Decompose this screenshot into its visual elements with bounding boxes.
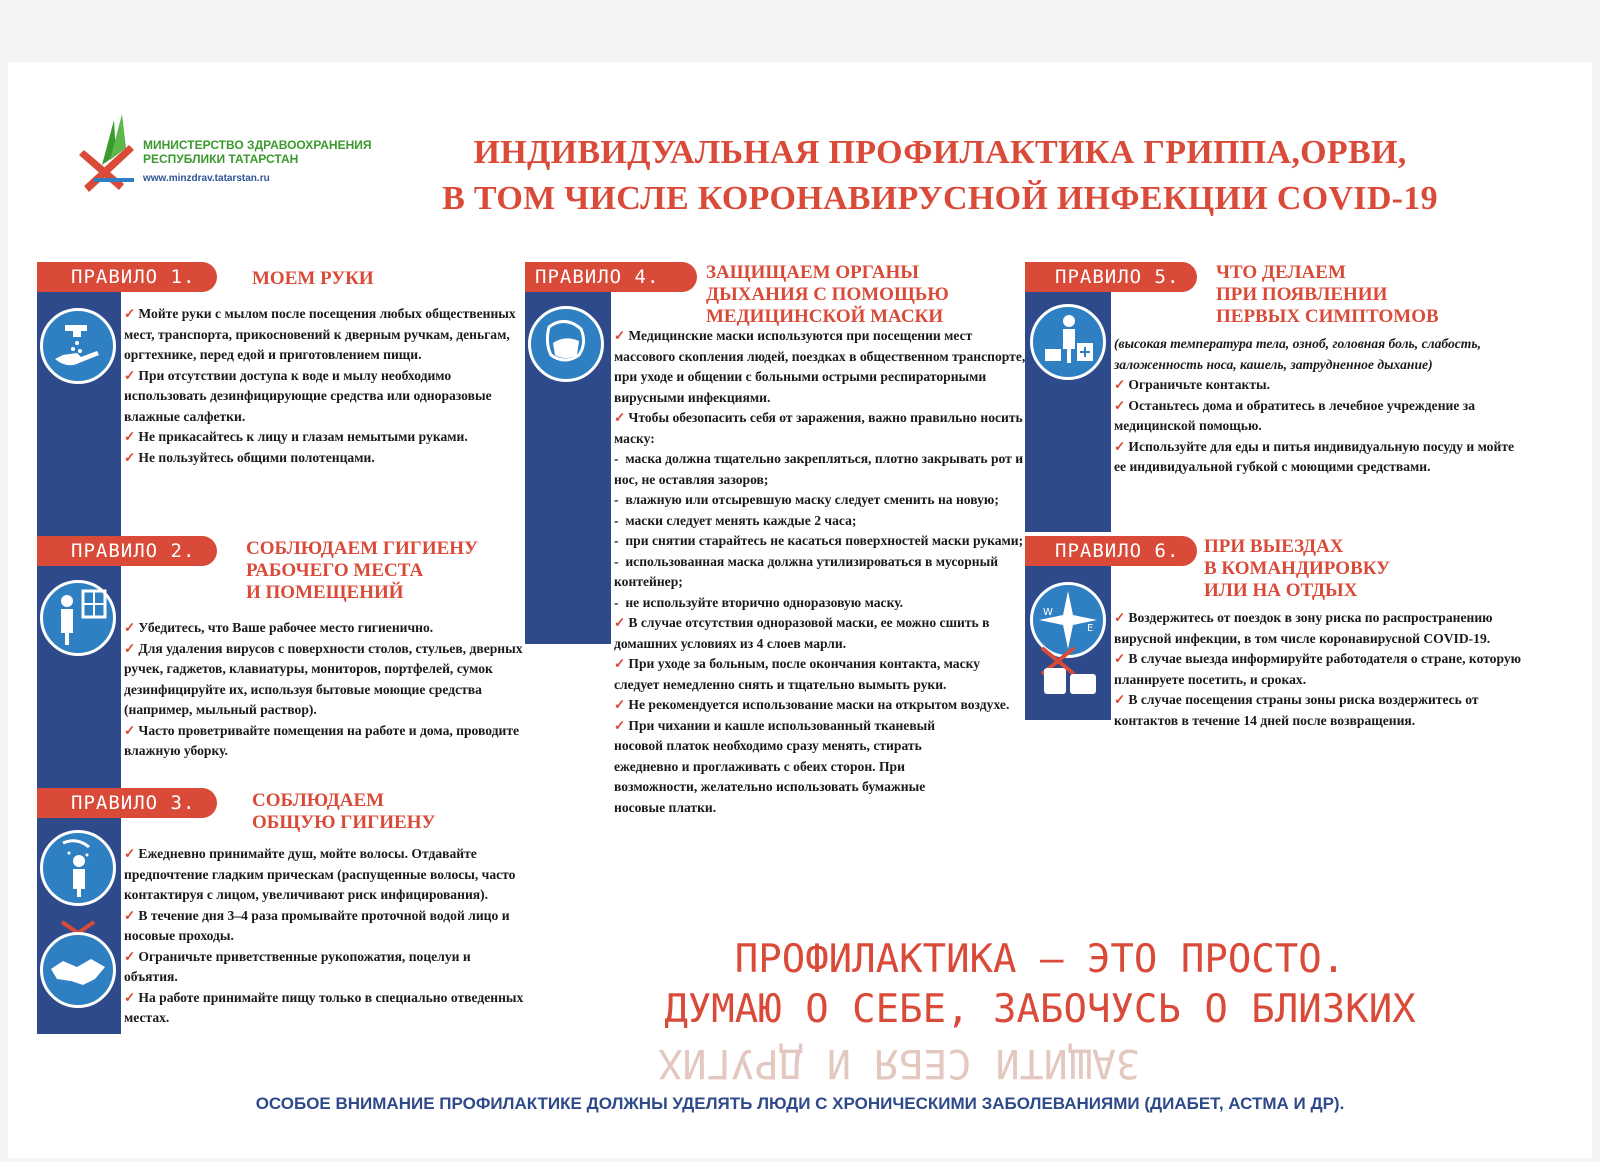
rule6-item: ✓ В случае выезда информируйте работодателя о стране, которую планируете посетить, и сроках. xyxy=(1114,651,1522,687)
rule4-title: ЗАЩИЩАЕМ ОРГАНЫ ДЫХАНИЯ С ПОМОЩЬЮ МЕДИЦИНСКОЙ МАСКИ xyxy=(706,262,949,327)
rule2-item: ✓ Для удаления вирусов с поверхности столов, стульев, дверных ручек, гаджетов, клавиатуры, мониторов, портфелей, сумок дезинфицируйте их, используя бытовые моющие средства (например, мыльный раствор). xyxy=(124,640,523,717)
rule3-text xyxy=(124,844,524,1029)
footer-note: ОСОБОЕ ВНИМАНИЕ ПРОФИЛАКТИКЕ ДОЛЖНЫ УДЕЛЯТЬ ЛЮДИ С ХРОНИЧЕСКИМИ ЗАБОЛЕВАНИЯМИ (ДИАБЕТ, АСТМА И ДР). xyxy=(255,1094,1345,1113)
page-title-line1: ИНДИВИДУАЛЬНАЯ ПРОФИЛАКТИКА ГРИППА,ОРВИ, xyxy=(473,134,1407,171)
rule1-badge: ПРАВИЛО 1. xyxy=(37,262,217,292)
rule3-item: ✓ Ограничьте приветственные рукопожатия, поцелуи и объятия. xyxy=(124,948,471,984)
rule5-item: ✓ Останьтесь дома и обратитесь в лечебное учреждение за медицинской помощью. xyxy=(1114,397,1476,433)
slogan-line2: ДУМАЮ О СЕБЕ, ЗАБОЧУСЬ О БЛИЗКИХ xyxy=(664,987,1416,1032)
rule1-title: МОЕМ РУКИ xyxy=(252,268,374,289)
handshake-icon xyxy=(40,932,116,1008)
rule1-item: ✓ Не пользуйтесь общими полотенцами. xyxy=(124,449,375,465)
luggage-icon xyxy=(1034,644,1106,705)
rule5-symptoms: (высокая температура тела, озноб, головная боль, слабость, заложенность носа, кашель, затрудненное дыхание) xyxy=(1114,336,1481,372)
rule3-item: ✓ В течение дня 3–4 раза промывайте проточной водой лицо и носовые проходы. xyxy=(124,907,510,943)
handwash-icon xyxy=(40,308,116,384)
doctor-visit-icon xyxy=(1030,304,1106,380)
rule2-text xyxy=(124,618,544,762)
ministry-name-line2: РЕСПУБЛИКИ ТАТАРСТАН xyxy=(143,152,299,166)
rule4-dash-item: - влажную или отсыревшую маску следует сменить на новую; xyxy=(614,492,999,507)
face-mask-icon xyxy=(528,306,604,382)
rule4-dash-item: - не используйте вторично одноразовую маску. xyxy=(614,594,904,610)
rule4-item: ✓ Чтобы обезопасить себя от заражения, важно правильно носить маску: xyxy=(614,410,1023,446)
cleaning-window-icon xyxy=(40,580,116,656)
rule4-item: ✓ Медицинские маски используются при посещении мест массового скопления людей, поездках в общественном транспорте, при уходе и общении с больными острыми респираторными вирусными инфекциями. xyxy=(614,328,1026,405)
rule5-item: ✓ Ограничьте контакты. xyxy=(1114,377,1271,392)
rule4-item: ✓ Не рекомендуется использование маски на открытом воздухе. xyxy=(614,697,1010,712)
compass-w-label: W xyxy=(1043,607,1053,618)
rule1-item: ✓ При отсутствии доступа к воде и мылу необходимо использовать дезинфицирующие средства или одноразовые влажные салфетки. xyxy=(124,367,492,424)
rule1-item: ✓ Не прикасайтесь к лицу и глазам немытыми руками. xyxy=(124,429,468,444)
rule4-item: ✓ При чихании и кашле использованный тканевый носовой платок необходимо сразу менять, стирать ежедневно и проглаживать с обеих сторон. При возможности, желательно использовать бумажные носовые платки. xyxy=(614,717,936,815)
slogan xyxy=(540,935,1540,1035)
rule4-item: ✓ В случае отсутствия одноразовой маски, ее можно сшить в домашних условиях из 4 слоев марли. xyxy=(614,615,990,651)
ministry-url: www.minzdrav.tatarstan.ru xyxy=(143,173,270,184)
rule6-item: ✓ Воздержитесь от поездок в зону риска по распространению вирусной инфекции, в том числе коронавирусной COVID-19. xyxy=(1114,610,1493,646)
rule4-dash-item: - при снятии старайтесь не касаться поверхностей маски руками; xyxy=(614,533,1024,548)
rule4-text xyxy=(614,326,1026,818)
rule4-dash-item: - использованная маска должна утилизироваться в мусорный контейнер; xyxy=(614,553,999,589)
rule4-dash-item: - маски следует менять каждые 2 часа; xyxy=(614,512,857,528)
rule6-item: ✓ В случае посещения страны зоны риска воздержитесь от контактов в течение 14 дней после возвращения. xyxy=(1114,692,1479,728)
rule2-item: ✓ Часто проветривайте помещения на работе и дома, проводите влажную уборку. xyxy=(124,722,520,758)
rule6-title: ПРИ ВЫЕЗДАХ В КОМАНДИРОВКУ ИЛИ НА ОТДЫХ xyxy=(1204,536,1391,601)
logo-emblem-icon xyxy=(74,110,144,200)
rule3-badge: ПРАВИЛО 3. xyxy=(37,788,217,818)
rule4-item: ✓ При уходе за больным, после окончания контакта, маску следует немедленно снять и тщательно вымыть руки. xyxy=(614,656,981,692)
slogan-line1: ПРОФИЛАКТИКА – ЭТО ПРОСТО. xyxy=(734,937,1346,982)
rule5-text xyxy=(1114,334,1524,478)
rule3-item: ✓ На работе принимайте пищу только в специально отведенных местах. xyxy=(124,989,524,1025)
compass-e-label: E xyxy=(1087,623,1094,634)
ministry-logo xyxy=(74,110,144,200)
rule1-text xyxy=(124,304,520,468)
rule6-badge: ПРАВИЛО 6. xyxy=(1025,536,1197,566)
rule2-title: СОБЛЮДАЕМ ГИГИЕНУ РАБОЧЕГО МЕСТА И ПОМЕЩЕНИЙ xyxy=(246,538,478,603)
shower-icon xyxy=(40,830,116,906)
rule3-item: ✓ Ежедневно принимайте душ, мойте волосы. Отдавайте предпочтение гладким прическам (распущенные волосы, часто контактируя с лицом, увеличивают риск инфицирования). xyxy=(124,846,516,902)
rule2-badge: ПРАВИЛО 2. xyxy=(37,536,217,566)
rule4-dash-item: - маска должна тщательно закрепляться, плотно закрывать рот и нос, не оставляя зазоров; xyxy=(614,451,1024,487)
rule5-badge: ПРАВИЛО 5. xyxy=(1025,262,1197,292)
rule6-text xyxy=(1114,608,1522,731)
rule5-item: ✓ Используйте для еды и питья индивидуальную посуду и мойте ее индивидуальной губкой с моющими средствами. xyxy=(1114,438,1515,474)
rule5-title: ЧТО ДЕЛАЕМ ПРИ ПОЯВЛЕНИИ ПЕРВЫХ СИМПТОМОВ xyxy=(1216,262,1439,327)
rule3-title: СОБЛЮДАЕМ ОБЩУЮ ГИГИЕНУ xyxy=(252,790,436,833)
rule1-item: ✓ Мойте руки с мылом после посещения любых общественных мест, транспорта, прикосновений к дверным ручкам, деньгам, оргтехнике, перед едой и приготовлением пищи. xyxy=(124,306,516,362)
rule2-item: ✓ Убедитесь, что Ваше рабочее место гигиенично. xyxy=(124,620,434,635)
ministry-name-line1: МИНИСТЕРСТВО ЗДРАВООХРАНЕНИЯ xyxy=(143,138,372,152)
page-title-line2: В ТОМ ЧИСЛЕ КОРОНАВИРУСНОЙ ИНФЕКЦИИ COVID-19 xyxy=(442,180,1438,217)
watermark-text: ЗАЩИТИ СЕБЯ И ДРУГИХ xyxy=(658,1040,1140,1086)
rule4-badge: ПРАВИЛО 4. xyxy=(525,262,697,292)
page-title xyxy=(440,130,1440,222)
